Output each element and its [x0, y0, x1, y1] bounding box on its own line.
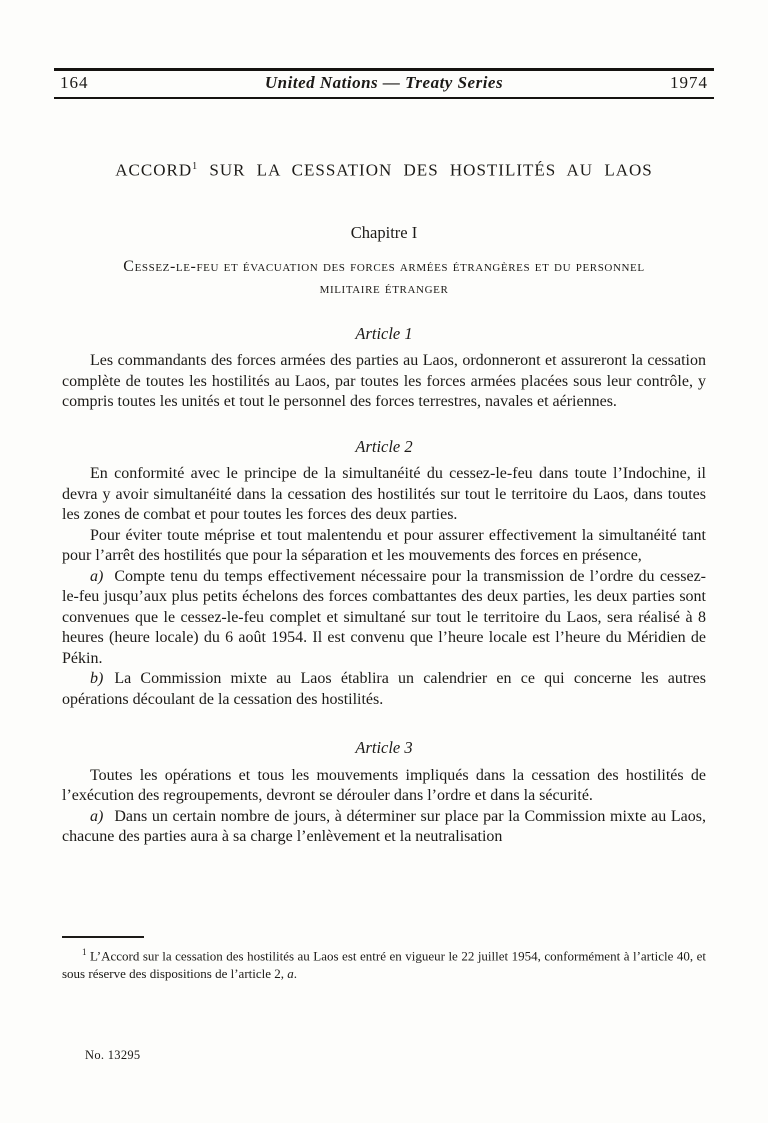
document-body: [62, 157, 706, 848]
document-title: [62, 157, 706, 181]
header-year: 1974: [670, 73, 708, 92]
running-header: [54, 68, 714, 99]
footnote-suffix: .: [293, 965, 298, 981]
paragraph-marker: b): [90, 670, 104, 688]
article-3-paragraph-a: [62, 807, 706, 848]
title-footnote-ref: 1: [192, 161, 199, 172]
footnote-body: L’Accord sur la cessation des hostilités au Laos est entré en vigueur le 22 juillet 1954, conformément à l’article 40, et sous réserve des dispositions de l’article 2,: [62, 948, 706, 981]
article-2-paragraph-2: [62, 526, 706, 567]
paragraph-text: Toutes les opérations et tous les mouvements impliqués dans la cessation des hostilités de l’exécution des regroupements, devront se dérouler dans l’ordre et dans la sécurité.: [62, 766, 706, 805]
chapter-heading: Cessez-le-feu et évacuation des forces armées étrangères et du personnel militaire étranger: [123, 257, 645, 297]
footnote-marker: 1: [82, 947, 87, 957]
article-3-heading: Article 3: [355, 738, 413, 758]
paragraph-text: Compte tenu du temps effectivement nécessaire pour la transmission de l’ordre du cessez-le-feu jusqu’aux plus petits échelons des forces combattantes des deux parties, les deux parties sont convenues que le cessez-le-feu complet et simultané sur tout le territoire du Laos, sera réalisé à 8 heures (heure locale) du 6 août 1954. Il est convenu que l’heure locale est l’heure du Méridien de Pékin.: [62, 567, 706, 667]
paragraph-text: Pour éviter toute méprise et tout malentendu et pour assurer effectivement la simultanéité tant pour l’arrêt des hostilités que pour la séparation et les mouvements des forces en présence,: [62, 526, 706, 565]
paragraph-marker: a): [90, 567, 104, 585]
document-title-lead: ACCORD: [115, 160, 193, 180]
footnote-italic-ref: a: [287, 965, 294, 981]
chapter-label: Chapitre I: [350, 223, 418, 243]
treaty-number: No. 13295: [85, 1048, 141, 1062]
document-title-rest: SUR LA CESSATION DES HOSTILITÉS AU LAOS: [198, 160, 653, 180]
article-2-heading: Article 2: [355, 436, 413, 456]
footnote-separator: [62, 936, 144, 938]
article-2-paragraph-1: [62, 464, 706, 526]
series-title: United Nations — Treaty Series: [264, 73, 504, 92]
paragraph-text: Les commandants des forces armées des parties au Laos, ordonneront et assureront la cessation complète de toutes les hostilités au Laos, par toutes les forces armées placées sous leur contrôle, y compris toutes les unités et tout le personnel des forces terrestres, navales et aériennes.: [62, 352, 706, 411]
paragraph-text: Dans un certain nombre de jours, à déterminer sur place par la Commission mixte au Laos, chacune des parties aura à sa charge l’enlèvement et la neutralisation: [62, 807, 706, 846]
article-2-paragraph-a: [62, 567, 706, 670]
paragraph-text: La Commission mixte au Laos établira un calendrier en ce qui concerne les autres opérations découlant de la cessation des hostilités.: [62, 670, 706, 708]
footnote-block: [62, 936, 706, 982]
article-1-heading: Article 1: [355, 323, 413, 343]
paragraph-marker: a): [90, 807, 104, 825]
paragraph-text: En conformité avec le principe de la simultanéité du cessez-le-feu dans toute l’Indochine, il devra y avoir simultanéité dans la cessation des hostilités sur tout le territoire du Laos, dans toutes les zones de combat et pour toutes les forces des deux parties.: [62, 465, 706, 524]
page-number: 164: [60, 73, 89, 92]
article-2-paragraph-b: [62, 669, 706, 710]
article-3-paragraph-1: [62, 766, 706, 807]
article-1-paragraph-1: [62, 351, 706, 413]
footnote-text: [62, 944, 706, 982]
